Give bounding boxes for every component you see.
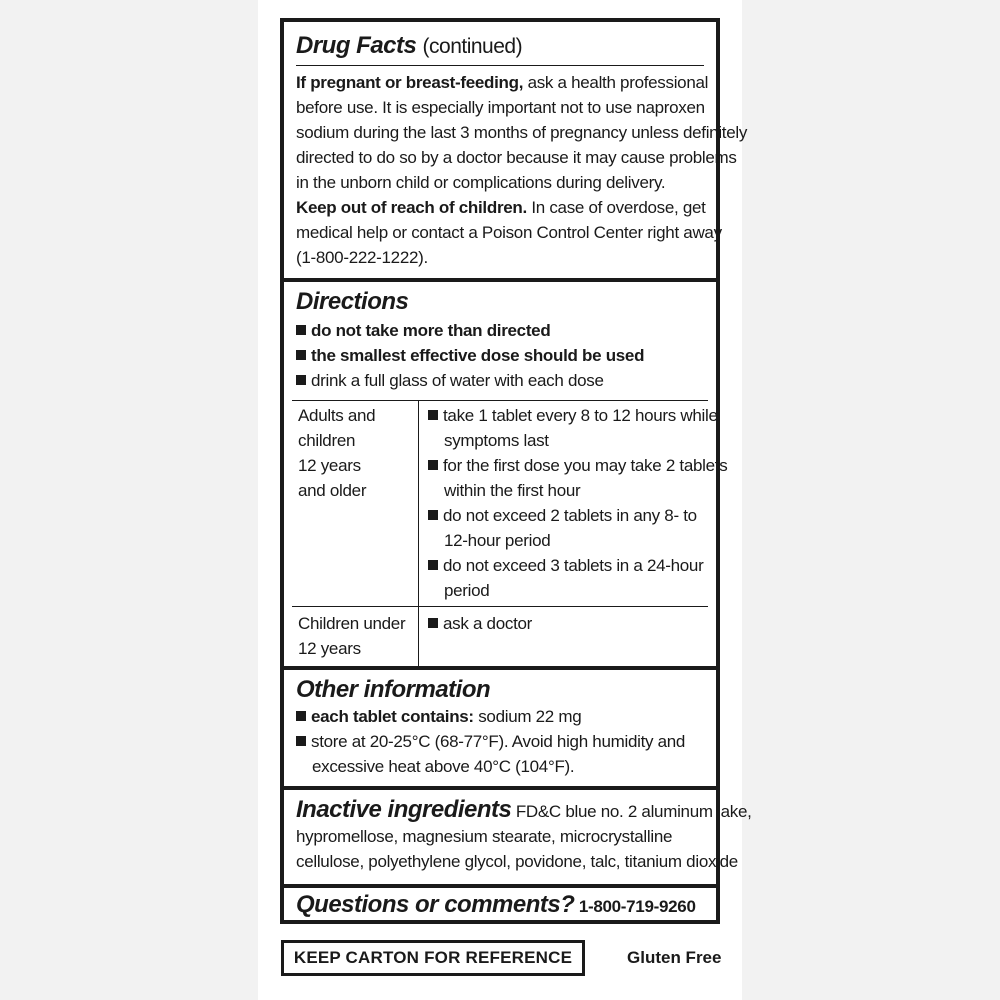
dosage-table [292, 400, 728, 667]
questions-section [284, 891, 716, 919]
other-info-item: each tablet contains: sodium 22 mg [296, 704, 704, 729]
gluten-free-label: Gluten Free [627, 948, 722, 967]
pregnancy-warning-line: directed to do so by a doctor because it may cause problems [296, 148, 737, 167]
questions-phone: 1-800-719-9260 [574, 897, 696, 916]
directions-bullet: drink a full glass of water with each dose [296, 368, 704, 393]
children-warning-line: (1-800-222-1222). [296, 248, 428, 267]
children-warning-line: In case of overdose, get [526, 198, 706, 217]
children-dosage-list [428, 611, 532, 636]
other-info-item-continued: excessive heat above 40°C (104°F). [312, 757, 575, 776]
dosage-item: for the first dose you may take 2 tablets [428, 453, 727, 478]
keep-carton-label: KEEP CARTON FOR REFERENCE [281, 940, 585, 976]
dosage-item: do not exceed 3 tablets in a 24-hour [428, 553, 727, 578]
inactive-ingredients-text: FD&C blue no. 2 aluminum lake, [511, 802, 752, 821]
directions-bullet: do not take more than directed [296, 318, 704, 343]
children-label: Children under 12 years [298, 614, 406, 658]
dosage-item: ask a doctor [428, 611, 532, 636]
other-information-section [284, 676, 716, 779]
directions-bullet: the smallest effective dose should be used [296, 343, 704, 368]
pregnancy-warning-line: sodium during the last 3 months of pregnancy unless definitely [296, 123, 748, 142]
questions-title: Questions or comments? [296, 891, 575, 918]
pregnancy-warning-line: ask a health professional [523, 73, 709, 92]
other-information-title: Other information [296, 676, 491, 703]
section-divider [284, 666, 716, 670]
drug-facts-title-suffix: (continued) [422, 35, 523, 58]
directions-title: Directions [296, 288, 409, 315]
drug-facts-box [280, 18, 752, 924]
dosage-item-continued: 12-hour period [444, 531, 551, 550]
inactive-ingredients-title: Inactive ingredients [296, 796, 512, 823]
pregnancy-warning-line: in the unborn child or complications during delivery. [296, 173, 666, 192]
title-divider [296, 65, 704, 66]
pregnancy-warning-line: before use. It is especially important not to use naproxen [296, 98, 705, 117]
children-warning-line: medical help or contact a Poison Control Center right away [296, 223, 722, 242]
table-row-divider [292, 606, 708, 607]
table-column-divider [418, 401, 419, 667]
inactive-ingredients-section [284, 796, 752, 874]
dosage-item-continued: within the first hour [444, 481, 581, 500]
children-warning [296, 195, 722, 270]
inactive-ingredients-text: cellulose, polyethylene glycol, povidone, talc, titanium dioxide [296, 852, 738, 871]
directions-section [284, 288, 716, 393]
section-divider [284, 278, 716, 282]
section-divider [284, 786, 716, 790]
section-divider [284, 884, 716, 888]
adults-label: Adults and children 12 years and older [298, 406, 376, 500]
dosage-item: take 1 tablet every 8 to 12 hours while [428, 403, 727, 428]
dosage-item-continued: symptoms last [444, 431, 549, 450]
dosage-item: do not exceed 2 tablets in any 8- to [428, 503, 727, 528]
adults-dosage-list [428, 403, 727, 603]
pregnancy-warning-bold: If pregnant or breast-feeding, [296, 73, 524, 92]
inactive-ingredients-text: hypromellose, magnesium stearate, microcrystalline [296, 827, 673, 846]
other-info-item: store at 20-25°C (68-77°F). Avoid high humidity and [296, 729, 704, 754]
drug-facts-title: Drug Facts [296, 32, 417, 59]
dosage-item-continued: period [444, 581, 490, 600]
children-warning-bold: Keep out of reach of children. [296, 198, 527, 217]
drug-facts-heading [296, 32, 704, 61]
drug-facts-continued-section [284, 32, 748, 270]
pregnancy-warning [296, 70, 748, 195]
